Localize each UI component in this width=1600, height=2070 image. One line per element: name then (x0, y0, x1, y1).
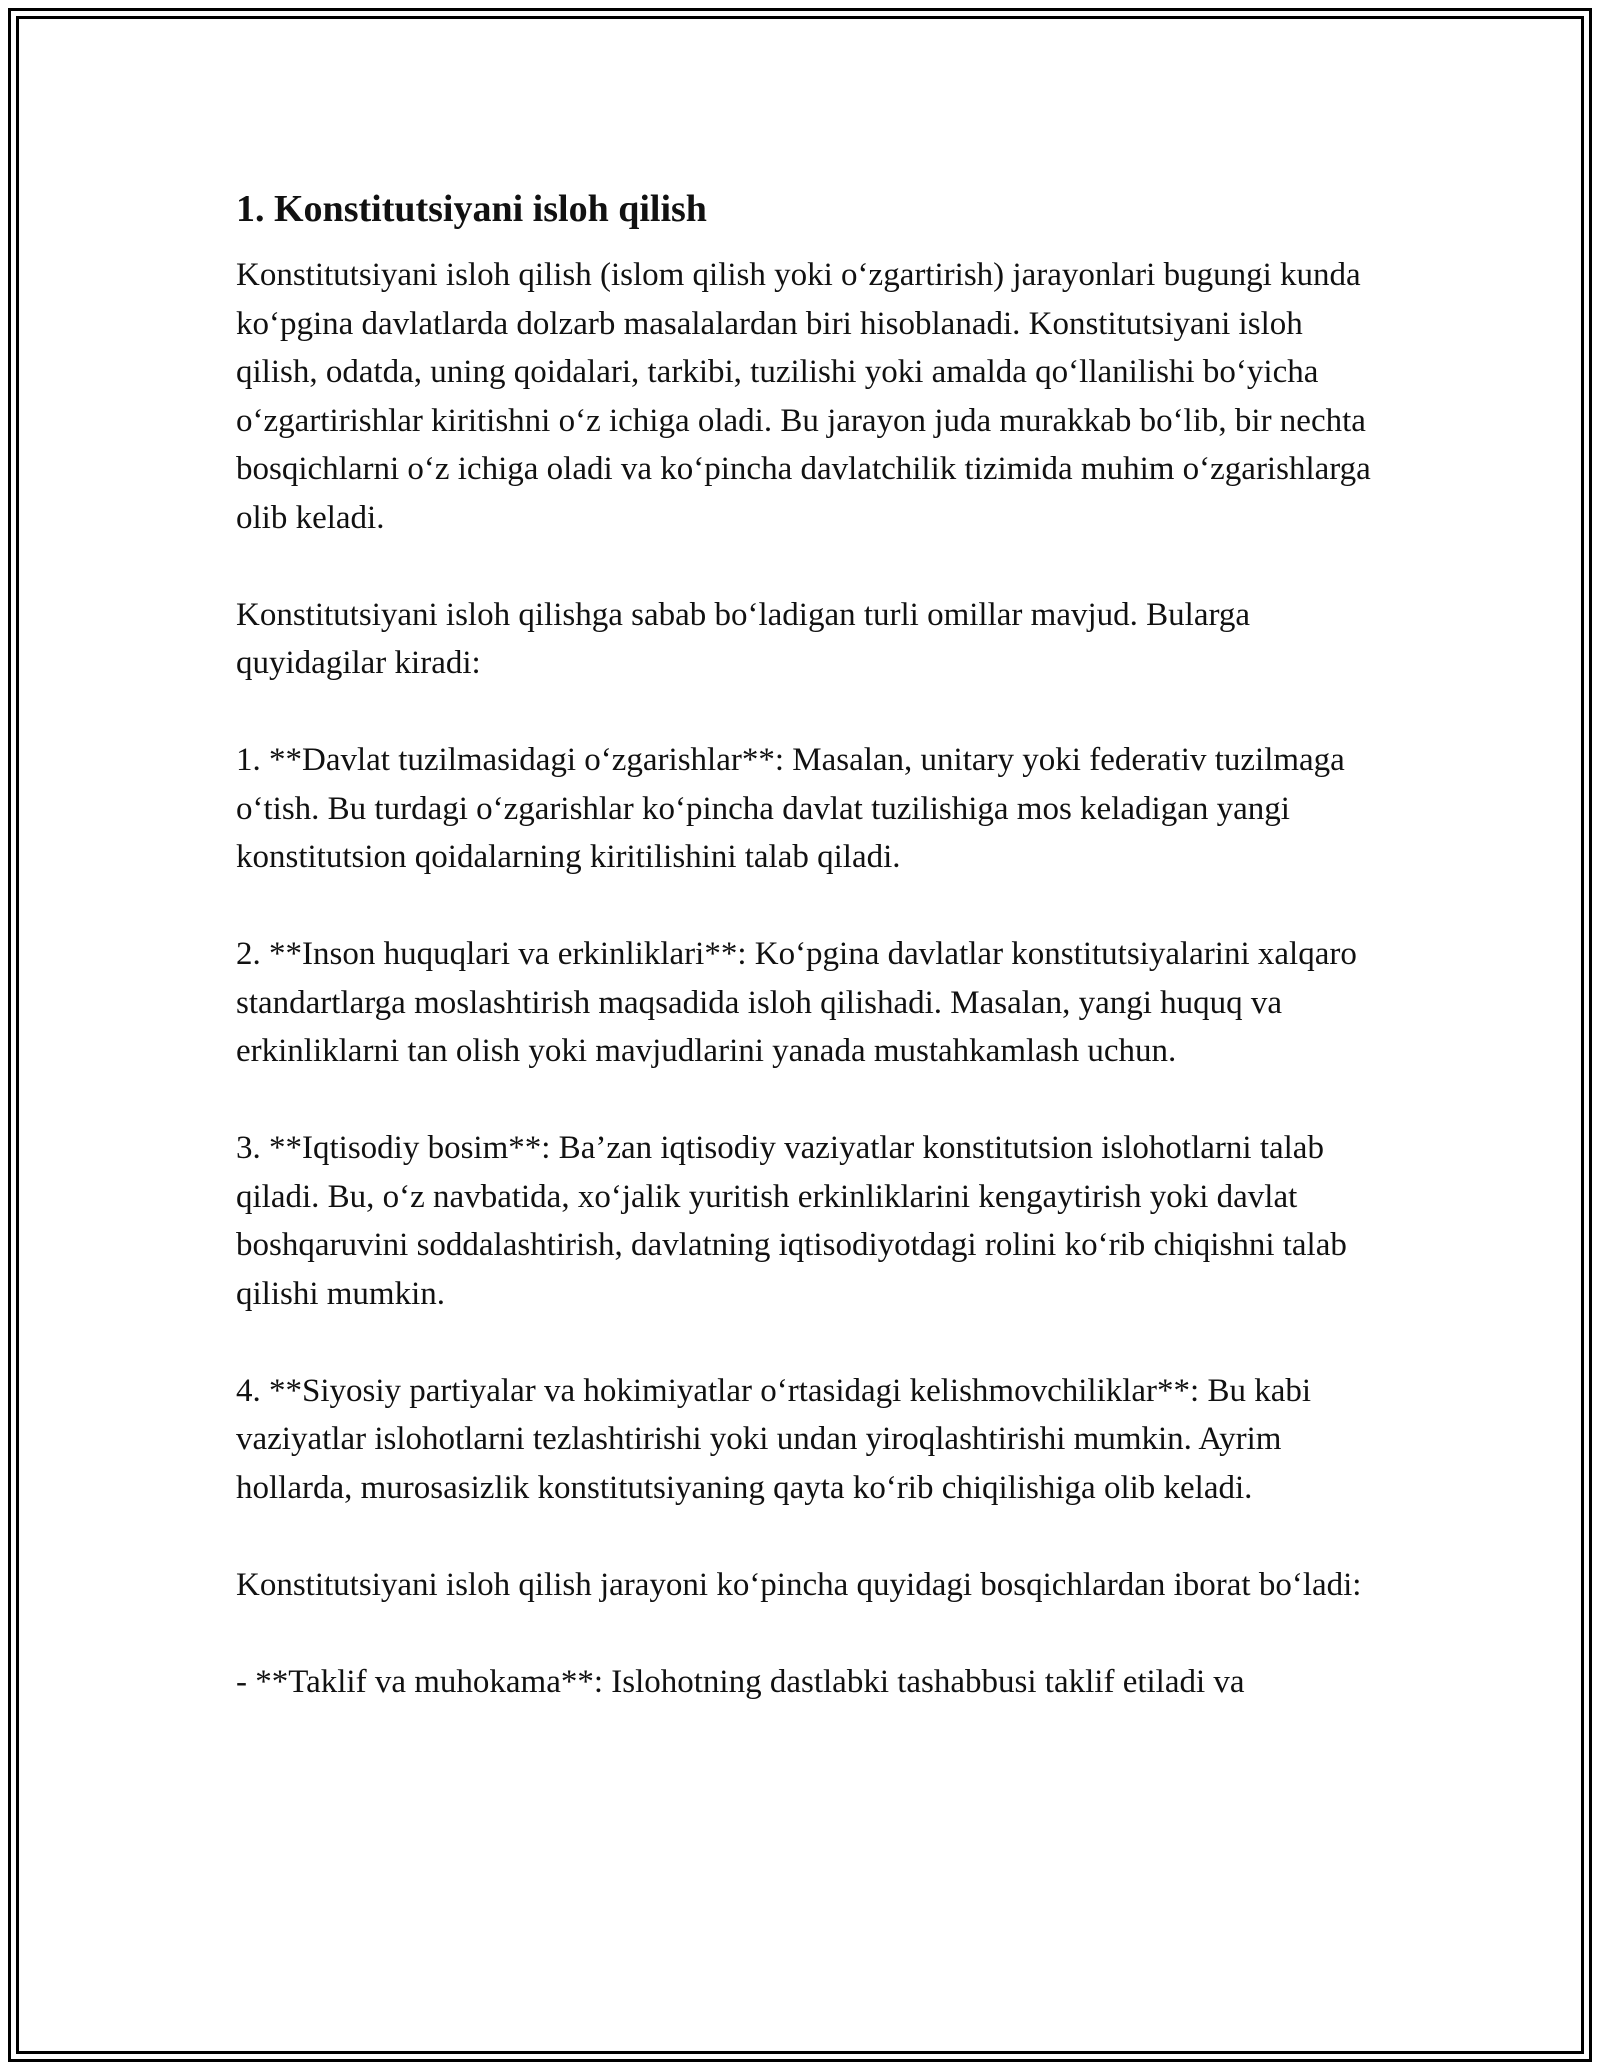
paragraph-factors-intro: Konstitutsiyani isloh qilishga sabab bo‘ladigan turli omillar mavjud. Bularga quyidagilar kiradi: (236, 596, 1251, 681)
paragraph-intro: Konstitutsiyani isloh qilish (islom qilish yoki o‘zgartirish) jarayonlari bugungi kunda ko‘pgina davlatlarda dolzarb masalalardan biri hisoblanadi. Konstitutsiyani isloh qilish, odatda, uning qoidalari, tarkibi, tuzilishi yoki amalda qo‘llanilishi bo‘yicha o‘zgartirishlar kiritishni o‘z ichiga oladi. Bu jarayon juda murakkab bo‘lib, bir nechta bosqichlarni o‘z ichiga oladi va ko‘pincha davlatchilik tizimida muhim o‘zgarishlarga olib keladi. (236, 257, 1371, 536)
list-item-4: 4. **Siyosiy partiyalar va hokimiyatlar o‘rtasidagi kelishmovchiliklar**: Bu kabi vaziyatlar islohotlarni tezlashtirishi yoki undan yiroqlashtirishi mumkin. Ayrim hollarda, murosasizlik konstitutsiyaning qayta ko‘rib chiqilishiga olib keladi. (236, 1372, 1312, 1506)
list-item-3: 3. **Iqtisodiy bosim**: Ba’zan iqtisodiy vaziyatlar konstitutsion islohotlarni talab qiladi. Bu, o‘z navbatida, xo‘jalik yuritish erkinliklarini kengaytirish yoki davlat boshqaruvini soddalashtirish, davlatning iqtisodiyotdagi rolini ko‘rib chiqishni talab qilishi mumkin. (236, 1130, 1347, 1312)
document-body (236, 185, 1376, 1706)
paragraph-stages-intro: Konstitutsiyani isloh qilish jarayoni ko‘pincha quyidagi bosqichlardan iborat bo‘ladi: (236, 1566, 1362, 1603)
list-item-2: 2. **Inson huquqlari va erkinliklari**: Ko‘pgina davlatlar konstitutsiyalarini xalqaro standartlarga moslashtirish maqsadida isloh qilishadi. Masalan, yangi huquq va erkinliklarni tan olish yoki mavjudlarini yanada mustahkamlash uchun. (236, 936, 1357, 1069)
section-heading: 1. Konstitutsiyani isloh qilish (236, 188, 707, 230)
list-item-1: 1. **Davlat tuzilmasidagi o‘zgarishlar**: Masalan, unitary yoki federativ tuzilmaga o‘tish. Bu turdagi o‘zgarishlar ko‘pincha davlat tuzilishiga mos keladigan yangi konstitutsion qoidalarning kiritilishini talab qiladi. (236, 742, 1345, 875)
stage-item-1: - **Taklif va muhokama**: Islohotning dastlabki tashabbusi taklif etiladi va (236, 1663, 1245, 1700)
